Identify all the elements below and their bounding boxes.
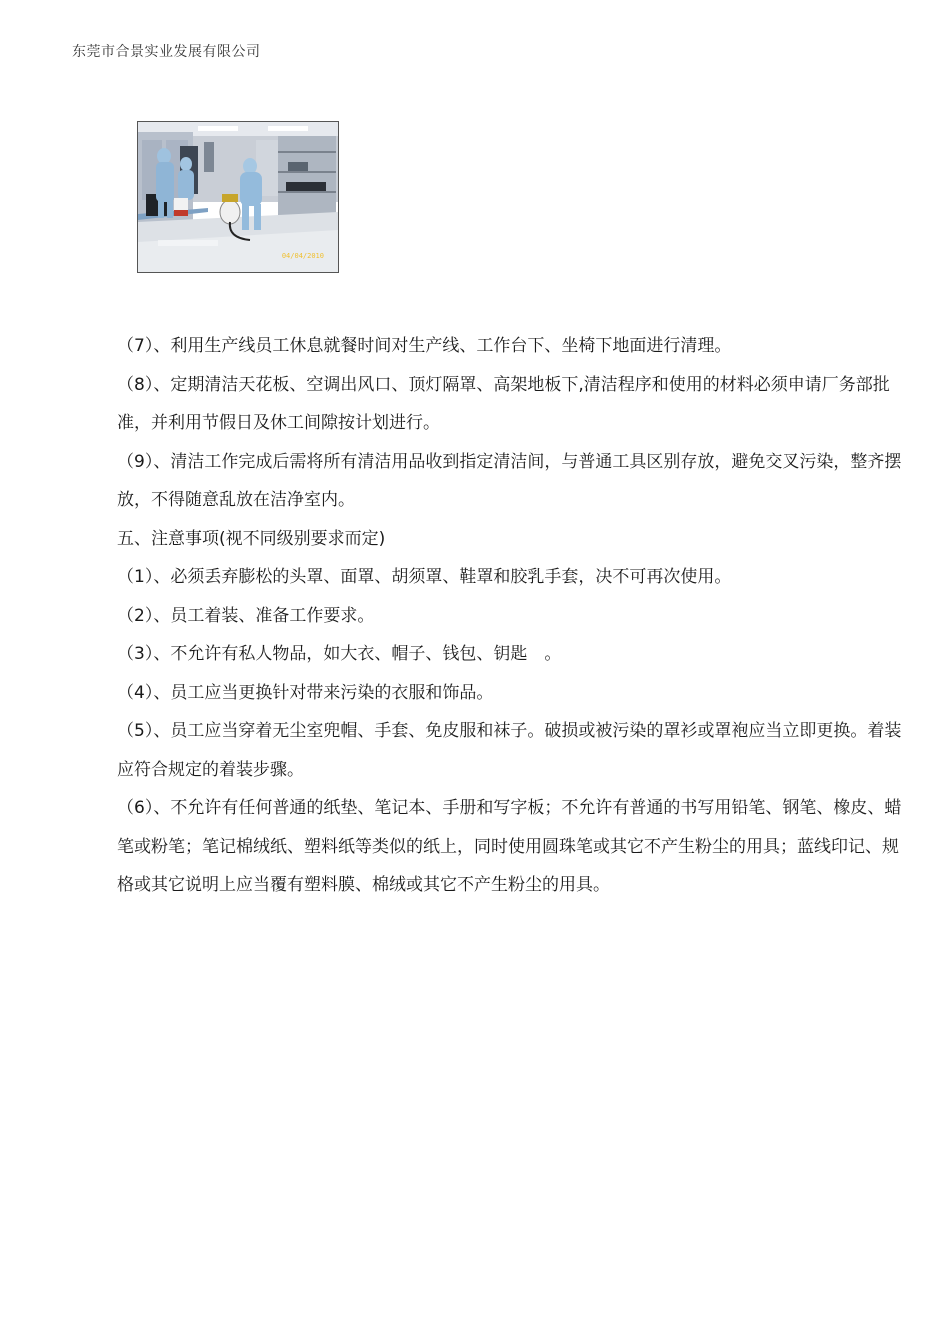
photo-date-stamp: 04/04/2010 [281,252,324,260]
paragraph-item-8: （8）、定期清洁天花板、空调出风口、顶灯隔罩、高架地板下,清洁程序和使用的材料必须申请厂务部批准，并利用节假日及休工间隙按计划进行。 [117,374,890,433]
cleanroom-photo-drawing [138,122,338,272]
document-body [117,327,909,905]
section-heading-5: 五、注意事项(视不同级别要求而定) [117,528,386,549]
paragraph-note-2: （2）、员工着装、准备工作要求。 [117,605,375,626]
paragraph-item-7: （7）、利用生产线员工休息就餐时间对生产线、工作台下、坐椅下地面进行清理。 [117,336,732,356]
paragraph-note-6: （6）、不允许有任何普通的纸垫、笔记本、手册和写字板；不允许有普通的书写用铅笔、钢笔、橡皮、蜡笔或粉笔；笔记棉绒纸、塑料纸等类似的纸上，同时使用圆珠笔或其它不产生粉尘的用具；蓝线印记、规格或其它说明上应当覆有塑料膜、棉绒或其它不产生粉尘的用具。 [117,798,902,895]
paragraph-item-9: （9）、清洁工作完成后需将所有清洁用品收到指定清洁间，与普通工具区别存放，避免交叉污染，整齐摆放，不得随意乱放在洁净室内。 [117,451,902,510]
paragraph-note-3: （3）、不允许有私人物品，如大衣、帽子、钱包、钥匙 。 [117,644,562,664]
paragraph-note-4: （4）、员工应当更换针对带来污染的衣服和饰品。 [117,682,494,703]
cleanroom-photo [137,121,339,273]
page-header-company: 东莞市合景实业发展有限公司 [72,44,261,60]
paragraph-note-5: （5）、员工应当穿着无尘室兜帽、手套、免皮服和袜子。破损或被污染的罩衫或罩袍应当立即更换。着装应符合规定的着装步骤。 [117,721,902,780]
paragraph-note-1: （1）、必须丢弃膨松的头罩、面罩、胡须罩、鞋罩和胶乳手套，决不可再次使用。 [117,567,732,587]
